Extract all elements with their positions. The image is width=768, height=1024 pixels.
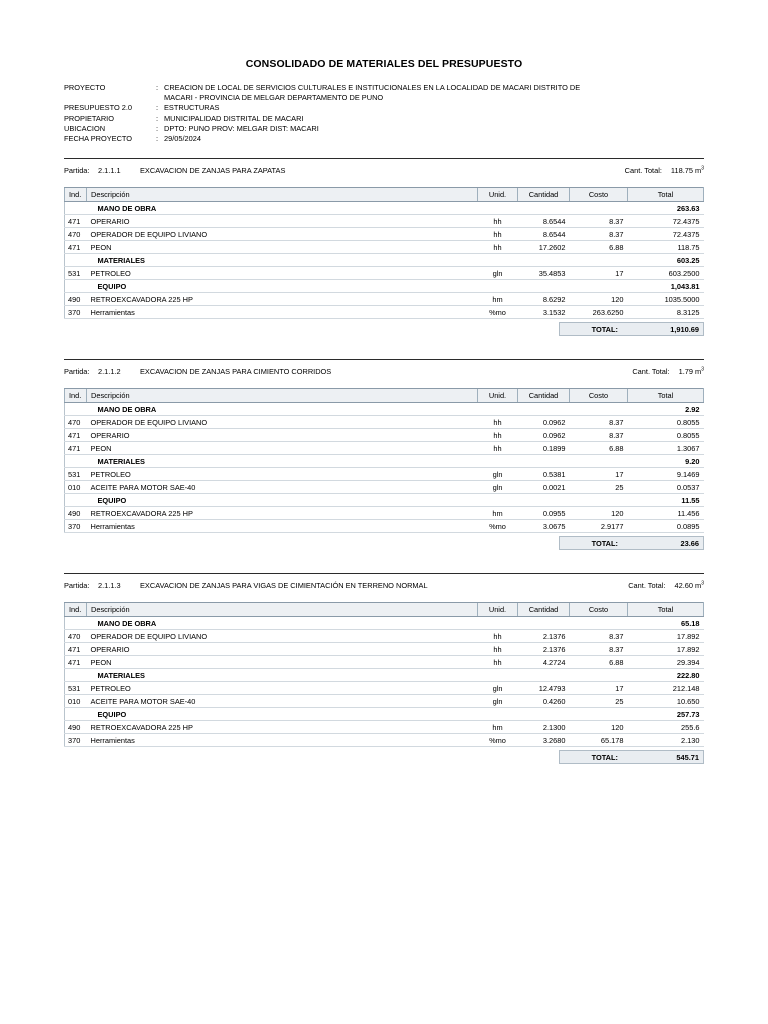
cell-ind: 010 (65, 695, 87, 708)
cell-cantidad: 0.4260 (518, 695, 570, 708)
cell-unid (478, 669, 518, 682)
meta-colon: : (156, 103, 159, 113)
cell-descripcion: MANO DE OBRA (87, 617, 478, 630)
cell-costo (570, 254, 628, 267)
cell-descripcion: OPERADOR DE EQUIPO LIVIANO (87, 630, 478, 643)
table-row (65, 241, 704, 254)
cell-cantidad: 2.1300 (518, 721, 570, 734)
cell-descripcion: RETROEXCAVADORA 225 HP (87, 721, 478, 734)
partida-label: Partida: (64, 166, 90, 176)
partida-quantity (632, 367, 704, 376)
partida-header (64, 367, 704, 376)
section-total-value: 1,910.69 (670, 324, 699, 334)
cell-total: 17.892 (628, 630, 704, 643)
cell-costo: 17 (570, 267, 628, 280)
section-total-label: TOTAL: (591, 538, 618, 548)
section-spacer (64, 550, 704, 567)
cell-descripcion: MANO DE OBRA (87, 403, 478, 416)
column-header-cantidad: Cantidad (518, 603, 570, 617)
cant-total-label: Cant. Total: (628, 581, 666, 591)
section-total-box (559, 750, 704, 764)
cell-unid (478, 403, 518, 416)
table-row (65, 267, 704, 280)
cell-total: 1035.5000 (628, 293, 704, 306)
cell-cantidad (518, 455, 570, 468)
cell-descripcion: Herramientas (87, 520, 478, 533)
table-row (65, 228, 704, 241)
section-total-label: TOTAL: (591, 324, 618, 334)
cell-unid: hh (478, 241, 518, 254)
cell-total: 222.80 (628, 669, 704, 682)
unit-exponent: 3 (701, 165, 704, 172)
meta-value: CREACION DE LOCAL DE SERVICIOS CULTURALES E INSTITUCIONALES EN LA LOCALIDAD DE MACARI DISTRITO DE (164, 83, 581, 92)
cell-descripcion: RETROEXCAVADORA 225 HP (87, 293, 478, 306)
cell-costo: 6.88 (570, 241, 628, 254)
cell-cantidad: 0.0962 (518, 429, 570, 442)
partida-header (64, 581, 704, 590)
cell-ind (65, 254, 87, 267)
cell-costo: 6.88 (570, 442, 628, 455)
cell-cantidad: 3.0675 (518, 520, 570, 533)
cell-costo: 17 (570, 682, 628, 695)
column-header-costo: Costo (570, 188, 628, 202)
partida-sections (64, 158, 704, 781)
cell-costo: 6.88 (570, 656, 628, 669)
partida-code: 2.1.1.2 (98, 367, 121, 377)
cell-cantidad: 17.2602 (518, 241, 570, 254)
project-metadata (64, 83, 704, 144)
table-row (65, 721, 704, 734)
cell-ind: 531 (65, 267, 87, 280)
cell-costo: 8.37 (570, 429, 628, 442)
cell-cantidad (518, 708, 570, 721)
table-group-row (65, 254, 704, 267)
cell-ind (65, 669, 87, 682)
partida-section (64, 573, 704, 781)
cell-unid: %mo (478, 306, 518, 319)
cell-costo (570, 403, 628, 416)
cell-costo: 2.9177 (570, 520, 628, 533)
cell-unid: gln (478, 267, 518, 280)
cell-ind (65, 202, 87, 215)
cell-cantidad (518, 254, 570, 267)
cell-unid: hm (478, 507, 518, 520)
cell-total: 65.18 (628, 617, 704, 630)
column-header-ind: Ind. (65, 603, 87, 617)
meta-label: PROYECTO (64, 83, 106, 92)
cell-ind (65, 494, 87, 507)
cell-total: 118.75 (628, 241, 704, 254)
column-header-ind: Ind. (65, 389, 87, 403)
cell-total: 257.73 (628, 708, 704, 721)
table-row (65, 481, 704, 494)
meta-value: DPTO: PUNO PROV: MELGAR DIST: MACARI (164, 123, 319, 133)
column-header-total: Total (628, 603, 704, 617)
partida-label: Partida: (64, 367, 90, 377)
meta-label: PRESUPUESTO 2.0 (64, 103, 133, 113)
cell-ind (65, 617, 87, 630)
table-row (65, 507, 704, 520)
materials-table (64, 187, 704, 319)
cell-costo: 25 (570, 481, 628, 494)
cell-ind: 531 (65, 468, 87, 481)
cell-descripcion: PEON (87, 442, 478, 455)
meta-colon: : (156, 134, 159, 144)
cell-cantidad: 2.1376 (518, 630, 570, 643)
section-total-box (559, 536, 704, 550)
cell-total: 0.0537 (628, 481, 704, 494)
cell-cantidad (518, 280, 570, 293)
cell-costo: 263.6250 (570, 306, 628, 319)
table-row (65, 416, 704, 429)
cell-ind: 471 (65, 241, 87, 254)
table-group-row (65, 202, 704, 215)
cell-descripcion: PETROLEO (87, 682, 478, 695)
column-header-descripcion: Descripción (87, 188, 478, 202)
partida-description: EXCAVACION DE ZANJAS PARA ZAPATAS (140, 166, 286, 176)
cell-ind (65, 280, 87, 293)
cell-cantidad: 0.1899 (518, 442, 570, 455)
partida-quantity (625, 166, 704, 175)
section-total-value: 23.66 (680, 538, 699, 548)
cell-descripcion: MATERIALES (87, 455, 478, 468)
cell-costo: 120 (570, 507, 628, 520)
column-header-costo: Costo (570, 389, 628, 403)
cell-total: 17.892 (628, 643, 704, 656)
table-group-row (65, 494, 704, 507)
cell-costo (570, 455, 628, 468)
cell-total: 255.6 (628, 721, 704, 734)
partida-description: EXCAVACION DE ZANJAS PARA CIMIENTO CORRIDOS (140, 367, 332, 377)
cell-unid (478, 455, 518, 468)
section-total-label: TOTAL: (591, 752, 618, 762)
cell-cantidad: 4.2724 (518, 656, 570, 669)
cell-costo: 17 (570, 468, 628, 481)
cell-ind: 490 (65, 293, 87, 306)
cell-unid: hh (478, 416, 518, 429)
cell-total: 0.8055 (628, 416, 704, 429)
cell-cantidad (518, 202, 570, 215)
cell-unid (478, 494, 518, 507)
cell-ind (65, 455, 87, 468)
meta-label: UBICACION (64, 123, 106, 133)
table-group-row (65, 669, 704, 682)
cell-descripcion: OPERARIO (87, 643, 478, 656)
cell-total: 72.4375 (628, 228, 704, 241)
cell-costo (570, 202, 628, 215)
cell-costo: 8.37 (570, 643, 628, 656)
cell-descripcion: OPERADOR DE EQUIPO LIVIANO (87, 228, 478, 241)
cant-total-unit: $m^3$ (695, 580, 704, 591)
section-divider (64, 359, 704, 360)
cell-ind: 370 (65, 734, 87, 747)
cell-descripcion: OPERARIO (87, 429, 478, 442)
cell-cantidad (518, 617, 570, 630)
cell-ind: 470 (65, 416, 87, 429)
cell-cantidad: 3.1532 (518, 306, 570, 319)
column-header-descripcion: Descripción (87, 389, 478, 403)
cell-total: 10.650 (628, 695, 704, 708)
meta-colon: : (156, 113, 159, 123)
cell-descripcion: EQUIPO (87, 708, 478, 721)
cell-costo: 8.37 (570, 416, 628, 429)
cell-descripcion: Herramientas (87, 734, 478, 747)
cell-cantidad (518, 403, 570, 416)
cell-costo (570, 280, 628, 293)
cell-ind: 471 (65, 429, 87, 442)
cell-costo (570, 708, 628, 721)
partida-description: EXCAVACION DE ZANJAS PARA VIGAS DE CIMIENTACIÓN EN TERRENO NORMAL (140, 581, 428, 591)
cell-descripcion: Herramientas (87, 306, 478, 319)
cell-cantidad: 0.5381 (518, 468, 570, 481)
cell-descripcion: OPERADOR DE EQUIPO LIVIANO (87, 416, 478, 429)
partida-header (64, 166, 704, 175)
cell-total: 11.456 (628, 507, 704, 520)
cell-cantidad (518, 494, 570, 507)
cell-unid (478, 202, 518, 215)
column-header-ind: Ind. (65, 188, 87, 202)
cell-unid: hh (478, 442, 518, 455)
cell-descripcion: EQUIPO (87, 280, 478, 293)
cell-descripcion: MANO DE OBRA (87, 202, 478, 215)
column-header-total: Total (628, 389, 704, 403)
section-total-value: 545.71 (676, 752, 699, 762)
cell-unid: gln (478, 682, 518, 695)
table-row (65, 520, 704, 533)
materials-table (64, 388, 704, 533)
table-group-row (65, 455, 704, 468)
table-row (65, 215, 704, 228)
cell-cantidad: 0.0021 (518, 481, 570, 494)
cell-total: 603.2500 (628, 267, 704, 280)
section-divider (64, 573, 704, 574)
table-row (65, 734, 704, 747)
cell-ind (65, 403, 87, 416)
cell-total: 9.20 (628, 455, 704, 468)
cell-unid: hh (478, 643, 518, 656)
cell-descripcion: ACEITE PARA MOTOR SAE-40 (87, 695, 478, 708)
cant-total-value: 1.79 (678, 367, 696, 377)
table-row (65, 656, 704, 669)
meta-row-proyecto (64, 83, 704, 93)
cell-descripcion: ACEITE PARA MOTOR SAE-40 (87, 481, 478, 494)
table-row (65, 643, 704, 656)
column-header-descripcion: Descripción (87, 603, 478, 617)
cell-descripcion: PETROLEO (87, 468, 478, 481)
table-row (65, 630, 704, 643)
column-header-cantidad: Cantidad (518, 188, 570, 202)
cell-ind: 470 (65, 228, 87, 241)
table-row (65, 468, 704, 481)
cell-unid: gln (478, 481, 518, 494)
cell-costo (570, 494, 628, 507)
table-group-row (65, 403, 704, 416)
cell-unid: gln (478, 695, 518, 708)
cell-costo: 65.178 (570, 734, 628, 747)
column-header-total: Total (628, 188, 704, 202)
column-header-unid: Unid. (478, 188, 518, 202)
cell-total: 2.130 (628, 734, 704, 747)
cant-total-label: Cant. Total: (632, 367, 670, 377)
cell-ind: 490 (65, 721, 87, 734)
meta-colon: : (156, 123, 159, 133)
table-row (65, 695, 704, 708)
cant-total-label: Cant. Total: (624, 166, 662, 176)
cell-cantidad: 8.6544 (518, 215, 570, 228)
cell-total: 1,043.81 (628, 280, 704, 293)
cell-unid: hh (478, 429, 518, 442)
cell-costo: 8.37 (570, 228, 628, 241)
meta-label: FECHA PROYECTO (64, 134, 133, 144)
cell-total: 8.3125 (628, 306, 704, 319)
section-total-box (559, 322, 704, 336)
table-header-row (65, 188, 704, 202)
meta-row-fecha (64, 134, 704, 144)
section-total-strip (64, 536, 704, 550)
meta-value-continuation: MACARI - PROVINCIA DE MELGAR DEPARTAMENTO DE PUNO (164, 93, 384, 103)
cell-unid: hh (478, 215, 518, 228)
column-header-unid: Unid. (478, 389, 518, 403)
section-spacer (64, 336, 704, 353)
section-total-strip (64, 750, 704, 764)
cell-costo: 8.37 (570, 630, 628, 643)
cell-total: 9.1469 (628, 468, 704, 481)
cell-ind: 471 (65, 656, 87, 669)
cell-total: 603.25 (628, 254, 704, 267)
cell-cantidad (518, 669, 570, 682)
cant-total-unit: $m^3$ (695, 165, 704, 176)
cell-descripcion: MATERIALES (87, 254, 478, 267)
table-row (65, 293, 704, 306)
cell-unid: hm (478, 293, 518, 306)
cell-ind: 531 (65, 682, 87, 695)
partida-section (64, 359, 704, 567)
cell-cantidad: 0.0955 (518, 507, 570, 520)
cell-unid (478, 280, 518, 293)
cant-total-value: 42.60 (674, 581, 696, 591)
table-group-row (65, 280, 704, 293)
cant-total-value: 118.75 (670, 166, 696, 176)
cell-descripcion: PETROLEO (87, 267, 478, 280)
cell-total: 0.8055 (628, 429, 704, 442)
meta-row-ubicacion (64, 124, 704, 134)
cell-unid: hm (478, 721, 518, 734)
column-header-cantidad: Cantidad (518, 389, 570, 403)
cell-descripcion: EQUIPO (87, 494, 478, 507)
cell-descripcion: OPERARIO (87, 215, 478, 228)
cell-cantidad: 2.1376 (518, 643, 570, 656)
cell-unid: hh (478, 630, 518, 643)
partida-code: 2.1.1.3 (98, 581, 121, 591)
meta-value: 29/05/2024 (164, 134, 201, 144)
table-header-row (65, 603, 704, 617)
cell-costo (570, 617, 628, 630)
meta-row-presupuesto (64, 103, 704, 113)
meta-row-propietario (64, 114, 704, 124)
cell-cantidad: 12.4793 (518, 682, 570, 695)
cell-ind (65, 708, 87, 721)
cell-unid: %mo (478, 734, 518, 747)
cell-descripcion: PEON (87, 656, 478, 669)
cell-ind: 471 (65, 215, 87, 228)
cell-unid (478, 254, 518, 267)
cell-total: 11.55 (628, 494, 704, 507)
cell-costo: 120 (570, 721, 628, 734)
section-total-strip (64, 322, 704, 336)
table-row (65, 306, 704, 319)
cell-total: 212.148 (628, 682, 704, 695)
section-divider (64, 158, 704, 159)
section-spacer (64, 764, 704, 781)
cell-total: 72.4375 (628, 215, 704, 228)
cell-unid: hh (478, 656, 518, 669)
cell-ind: 471 (65, 442, 87, 455)
meta-label: PROPIETARIO (64, 113, 114, 123)
cell-ind: 490 (65, 507, 87, 520)
table-group-row (65, 617, 704, 630)
cell-cantidad: 8.6544 (518, 228, 570, 241)
cell-unid (478, 708, 518, 721)
table-header-row (65, 389, 704, 403)
cell-cantidad: 35.4853 (518, 267, 570, 280)
table-row (65, 429, 704, 442)
cell-ind: 010 (65, 481, 87, 494)
cell-ind: 370 (65, 306, 87, 319)
cell-unid: %mo (478, 520, 518, 533)
cell-costo: 120 (570, 293, 628, 306)
cell-costo: 8.37 (570, 215, 628, 228)
cell-ind: 470 (65, 630, 87, 643)
meta-colon: : (156, 83, 159, 92)
table-group-row (65, 708, 704, 721)
cell-total: 1.3067 (628, 442, 704, 455)
cell-costo: 25 (570, 695, 628, 708)
cell-total: 0.0895 (628, 520, 704, 533)
column-header-costo: Costo (570, 603, 628, 617)
cell-descripcion: PEON (87, 241, 478, 254)
meta-value: MUNICIPALIDAD DISTRITAL DE MACARI (164, 113, 304, 123)
partida-section (64, 158, 704, 353)
page-title: CONSOLIDADO DE MATERIALES DEL PRESUPUESTO (245, 58, 523, 70)
cell-cantidad: 3.2680 (518, 734, 570, 747)
partida-label: Partida: (64, 581, 90, 591)
partida-quantity (628, 581, 704, 590)
unit-exponent: 3 (701, 580, 704, 587)
cell-descripcion: MATERIALES (87, 669, 478, 682)
unit-exponent: 3 (701, 366, 704, 373)
table-row (65, 682, 704, 695)
meta-value: ESTRUCTURAS (164, 103, 220, 113)
cell-unid (478, 617, 518, 630)
cell-costo (570, 669, 628, 682)
cant-total-unit: $m^3$ (695, 366, 704, 377)
cell-ind: 370 (65, 520, 87, 533)
table-row (65, 442, 704, 455)
cell-total: 2.92 (628, 403, 704, 416)
cell-total: 29.394 (628, 656, 704, 669)
cell-total: 263.63 (628, 202, 704, 215)
cell-unid: gln (478, 468, 518, 481)
cell-descripcion: RETROEXCAVADORA 225 HP (87, 507, 478, 520)
cell-cantidad: 8.6292 (518, 293, 570, 306)
cell-cantidad: 0.0962 (518, 416, 570, 429)
cell-unid: hh (478, 228, 518, 241)
column-header-unid: Unid. (478, 603, 518, 617)
cell-ind: 471 (65, 643, 87, 656)
materials-table (64, 602, 704, 747)
partida-code: 2.1.1.1 (98, 166, 121, 176)
